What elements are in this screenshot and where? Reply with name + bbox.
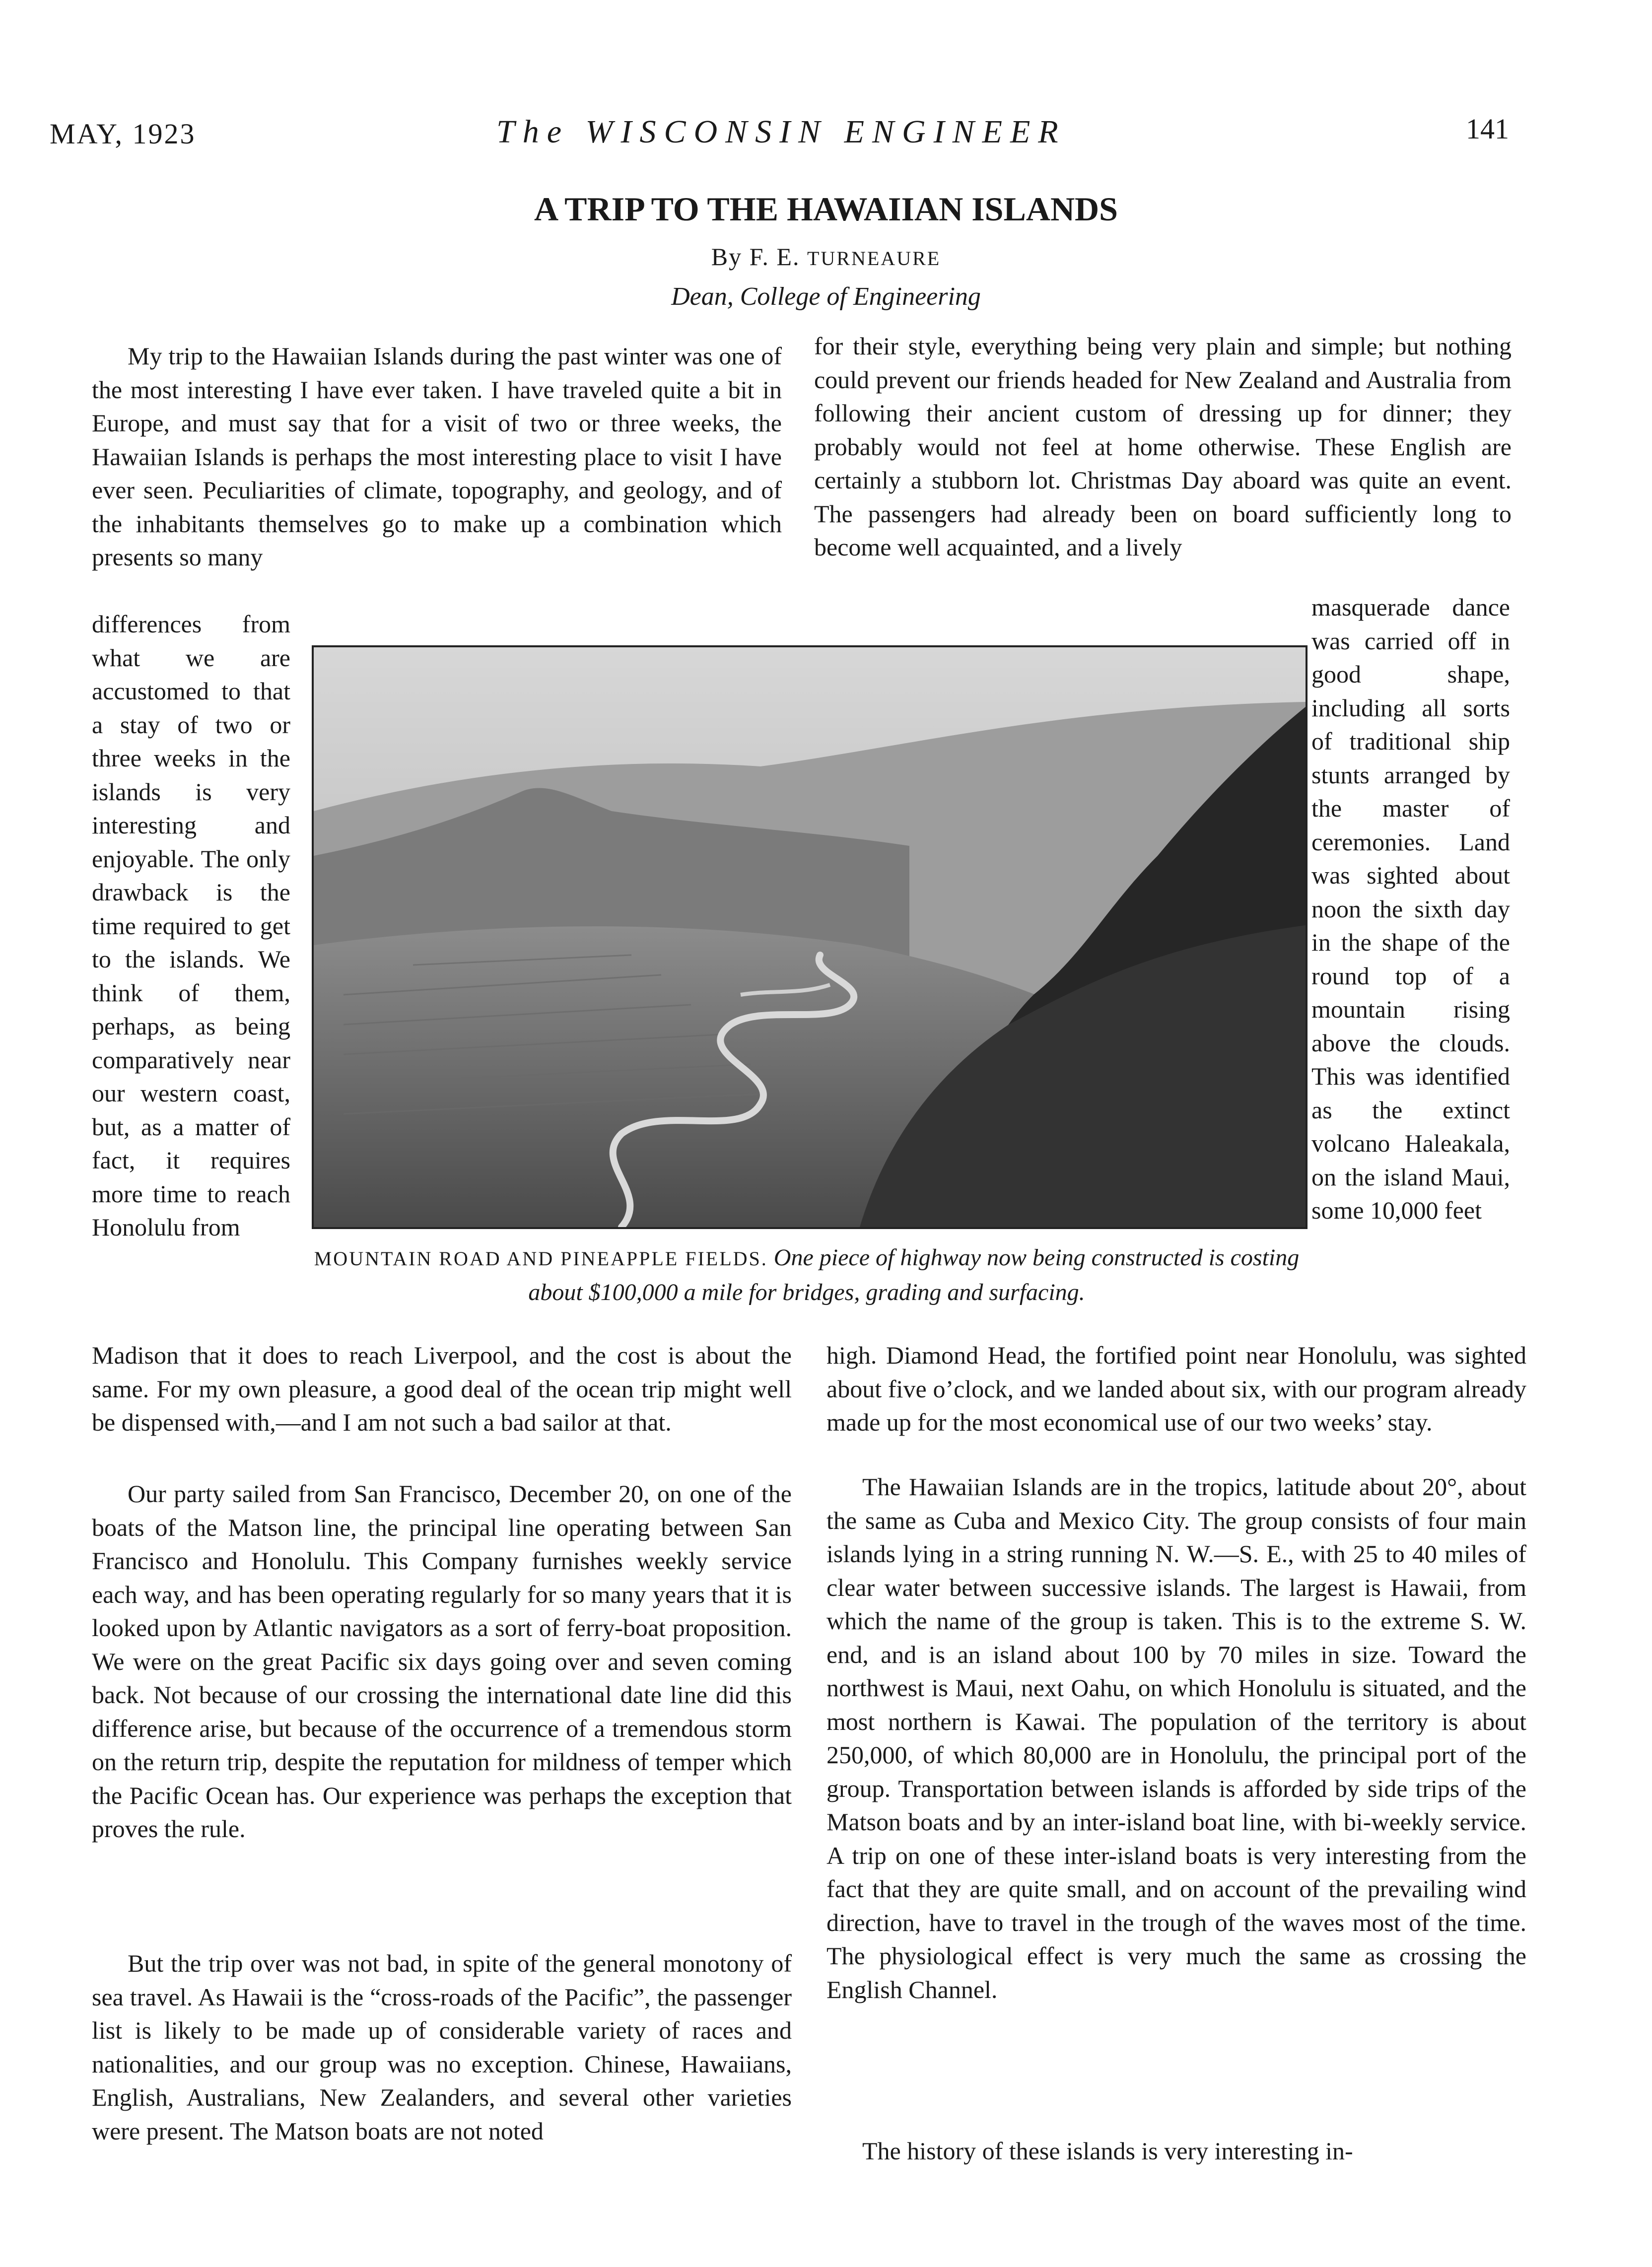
caption-text: One piece of highway now being constructed is costing about $100,000 a mile for bridges, grading and surfacing. [528, 1244, 1300, 1305]
caption-title: MOUNTAIN ROAD AND PINEAPPLE FIELDS. [314, 1247, 768, 1270]
left-paragraph-1-bottom: Madison that it does to reach Liverpool, and the cost is about the same. For my own pleasure, a good deal of the ocean trip might well be dispensed with,—and I am not such a bad sailor at that. [92, 1341, 792, 1436]
running-header [50, 113, 1509, 162]
journal-title: The WISCONSIN ENGINEER [496, 114, 1066, 150]
right-paragraph-1-top: for their style, everything being very plain and simple; but nothing could prevent our friends headed for New Zealand and Australia from following their ancient custom of dressing up for dinner; they probably would not feel at home otherwise. These English are certainly a stubborn lot. Christmas Day aboard was quite an event. The passengers had already been on board sufficiently long to become well acquainted, and a lively [814, 332, 1512, 561]
right-paragraph-1-bottom: high. Diamond Head, the fortified point near Honolulu, was sighted about five o’clock, and we landed about six, with our program already made up for the most economical use of our two weeks’ stay. [826, 1341, 1526, 1436]
page-number: 141 [1466, 113, 1509, 145]
right-paragraph-2: The Hawaiian Islands are in the tropics, latitude about 20°, about the same as Cuba and Mexico City. The group consists of four main islands lying in a string running N. W.—S. E., with 25 to 40 miles of clear water between successive islands. The largest is Hawaii, from which the name of the group is taken. This is to the extreme S. W. end, and is an island about 100 by 70 miles in size. Toward the northwest is Maui, next Oahu, on which Honolulu is situated, and the most northern is Kawai. The population of the territory is about 250,000, of which 80,000 are in Honolulu, the principal port of the group. Transportation between islands is afforded by side trips of the Matson boats and by an inter-island boat line, with bi-weekly service. A trip on one of these inter-island boats is very interesting from the fact that they are quite small, and on account of the prevailing wind direction, have to travel in the trough of the waves most of the time. The physiological effect is very much the same as crossing the English Channel. [826, 1473, 1526, 2003]
author-name: TURNEAURE [807, 247, 941, 270]
photo-caption [298, 1241, 1315, 1309]
left-paragraph-1-top: My trip to the Hawaiian Islands during the past winter was one of the most interesting I have ever taken. I have traveled quite a bit in Europe, and must say that for a visit of two or three weeks, the Hawaiian Islands is perhaps the most interesting place to visit I have ever seen. Peculiarities of climate, topography, and geology, and of the inhabitants themselves go to make up a combination which presents so many [92, 342, 782, 571]
issue-date: MAY, 1923 [50, 118, 196, 150]
right-paragraph-1-wrap: masquerade dance was carried off in good shape, including all sorts of traditional ship stunts arranged by the master of ceremonies. Land was sighted about noon the sixth day in the shape of the round top of a mountain rising above the clouds. This was identified as the extinct volcano Haleakala, on the island Maui, some 10,000 feet [1311, 593, 1510, 1224]
byline-prefix: By F. E. [711, 243, 800, 271]
left-paragraph-2: Our party sailed from San Francisco, December 20, on one of the boats of the Matson line, the principal line operating between San Francisco and Honolulu. This Company furnishes weekly service each way, and has been operating regularly for so many years that it is looked upon by Atlantic navigators as a sort of ferry-boat proposition. We were on the great Pacific six days going over and seven coming back. Not because of our crossing the international date line did this difference arise, but because of the occurrence of a tremendous storm on the return trip, despite the reputation for mildness of temper which the Pacific Ocean has. Our experience was perhaps the exception that proves the rule. [92, 1480, 792, 1843]
mountain-road-photo [312, 645, 1308, 1229]
byline [0, 242, 1652, 271]
landscape-illustration [314, 647, 1306, 1227]
article-title: A TRIP TO THE HAWAIIAN ISLANDS [534, 190, 1118, 228]
right-paragraph-3: The history of these islands is very interesting in- [862, 2137, 1353, 2165]
left-paragraph-1-wrap: differences from what we are accustomed to that a stay of two or three weeks in the islands is very interesting and enjoyable. The only drawback is the time required to get to the islands. We think of them, perhaps, as being comparatively near our western coast, but, as a matter of fact, it requires more time to reach Honolulu from [92, 610, 290, 1241]
author-affiliation: Dean, College of Engineering [671, 282, 981, 311]
left-paragraph-3: But the trip over was not bad, in spite of the general monotony of sea travel. As Hawaii is the “cross-roads of the Pacific”, the passenger list is likely to be made up of considerable variety of races and nationalities, and our group was no exception. Chinese, Hawaiians, English, Australians, New Zealanders, and several other varieties were present. The Matson boats are not noted [92, 1949, 792, 2145]
